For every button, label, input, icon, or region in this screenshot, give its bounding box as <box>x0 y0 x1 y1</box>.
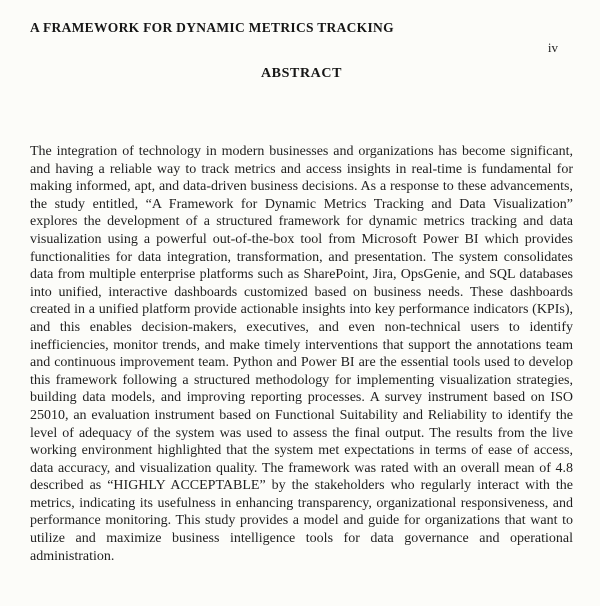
page-number: iv <box>547 40 558 55</box>
abstract-paragraph: The integration of technology in modern businesses and organizations has become significant, and having a reliable way to track metrics and access insights in real-time is fundamental for making informed, apt, and data-driven business decisions. As a response to these advancements, the study entitled, “A Framework for Dynamic Metrics Tracking and Data Visualization” explores the development of a structured framework for dynamic metrics tracking and data visualization using a powerful out-of-the-box tool from Microsoft Power BI which provides functionalities for data integration, transformation, and presentation. The system consolidates data from multiple enterprise platforms such as SharePoint, Jira, OpsGenie, and SQL databases into unified, interactive dashboards customized based on business needs. These dashboards created in a unified platform provide actionable insights into key performance indicators (KPIs), and this enables decision-makers, executives, and even non-technical users to identify inefficiencies, monitor trends, and make timely interventions that support the annotations team and continuous improvement team. Python and Power BI are the essential tools used to develop this framework following a structured methodology for implementing visualization strategies, building data models, and improving reporting processes. A survey instrument based on ISO 25010, an evaluation instrument based on Functional Suitability and Reliability to identify the level of adequacy of the system was used to assess the final output. The results from the live working environment highlighted that the system met expectations in terms of ease of access, data accuracy, and visualization quality. The framework was rated with an overall mean of 4.8 described as “HIGHLY ACCEPTABLE” by the stakeholders who regularly interact with the metrics, indicating its usefulness in enhancing transparency, organizational responsiveness, and performance monitoring. This study provides a model and guide for organizations that want to utilize and maximize business intelligence tools for data governance and operational administration. <box>30 144 573 564</box>
abstract-heading: ABSTRACT <box>260 66 343 81</box>
document-title: A FRAMEWORK FOR DYNAMIC METRICS TRACKING <box>30 20 394 35</box>
